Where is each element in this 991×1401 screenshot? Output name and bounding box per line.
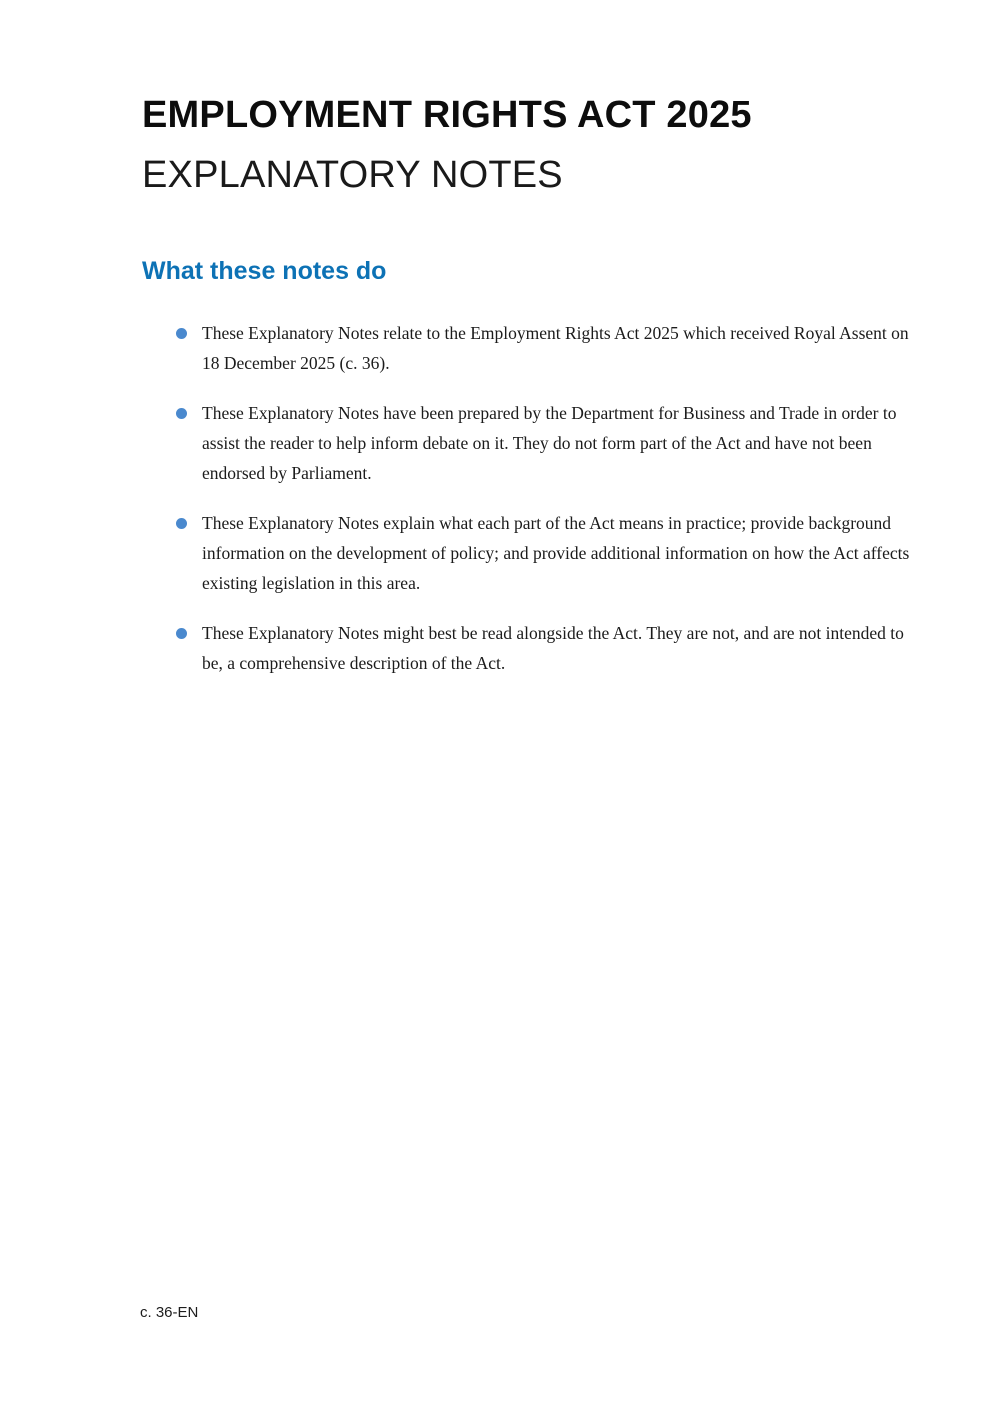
bullet-icon [176,518,187,529]
explanatory-notes-list [172,318,912,678]
list-item-text: These Explanatory Notes might best be read alongside the Act. They are not, and are not intended to be, a comprehensive description of the Act. [202,623,904,673]
page-title: EMPLOYMENT RIGHTS ACT 2025 [142,94,752,136]
list-item-text: These Explanatory Notes have been prepared by the Department for Business and Trade in order to assist the reader to help inform debate on it. They do not form part of the Act and have not been endorsed by Parliament. [202,403,897,483]
page-footer: c. 36-EN [140,1304,199,1321]
list-item [172,398,912,488]
list-item [172,508,912,598]
list-item-text: These Explanatory Notes relate to the Employment Rights Act 2025 which received Royal Assent on 18 December 2025 (c. 36). [202,323,909,373]
bullet-icon [176,408,187,419]
bullet-icon [176,628,187,639]
list-item [172,618,912,678]
section-heading-what-these-notes-do: What these notes do [142,257,387,285]
page-subtitle: EXPLANATORY NOTES [142,154,563,196]
bullet-icon [176,328,187,339]
list-item-text: These Explanatory Notes explain what each part of the Act means in practice; provide background information on the development of policy; and provide additional information on how the Act affects existing legislation in this area. [202,513,910,593]
list-item [172,318,912,378]
